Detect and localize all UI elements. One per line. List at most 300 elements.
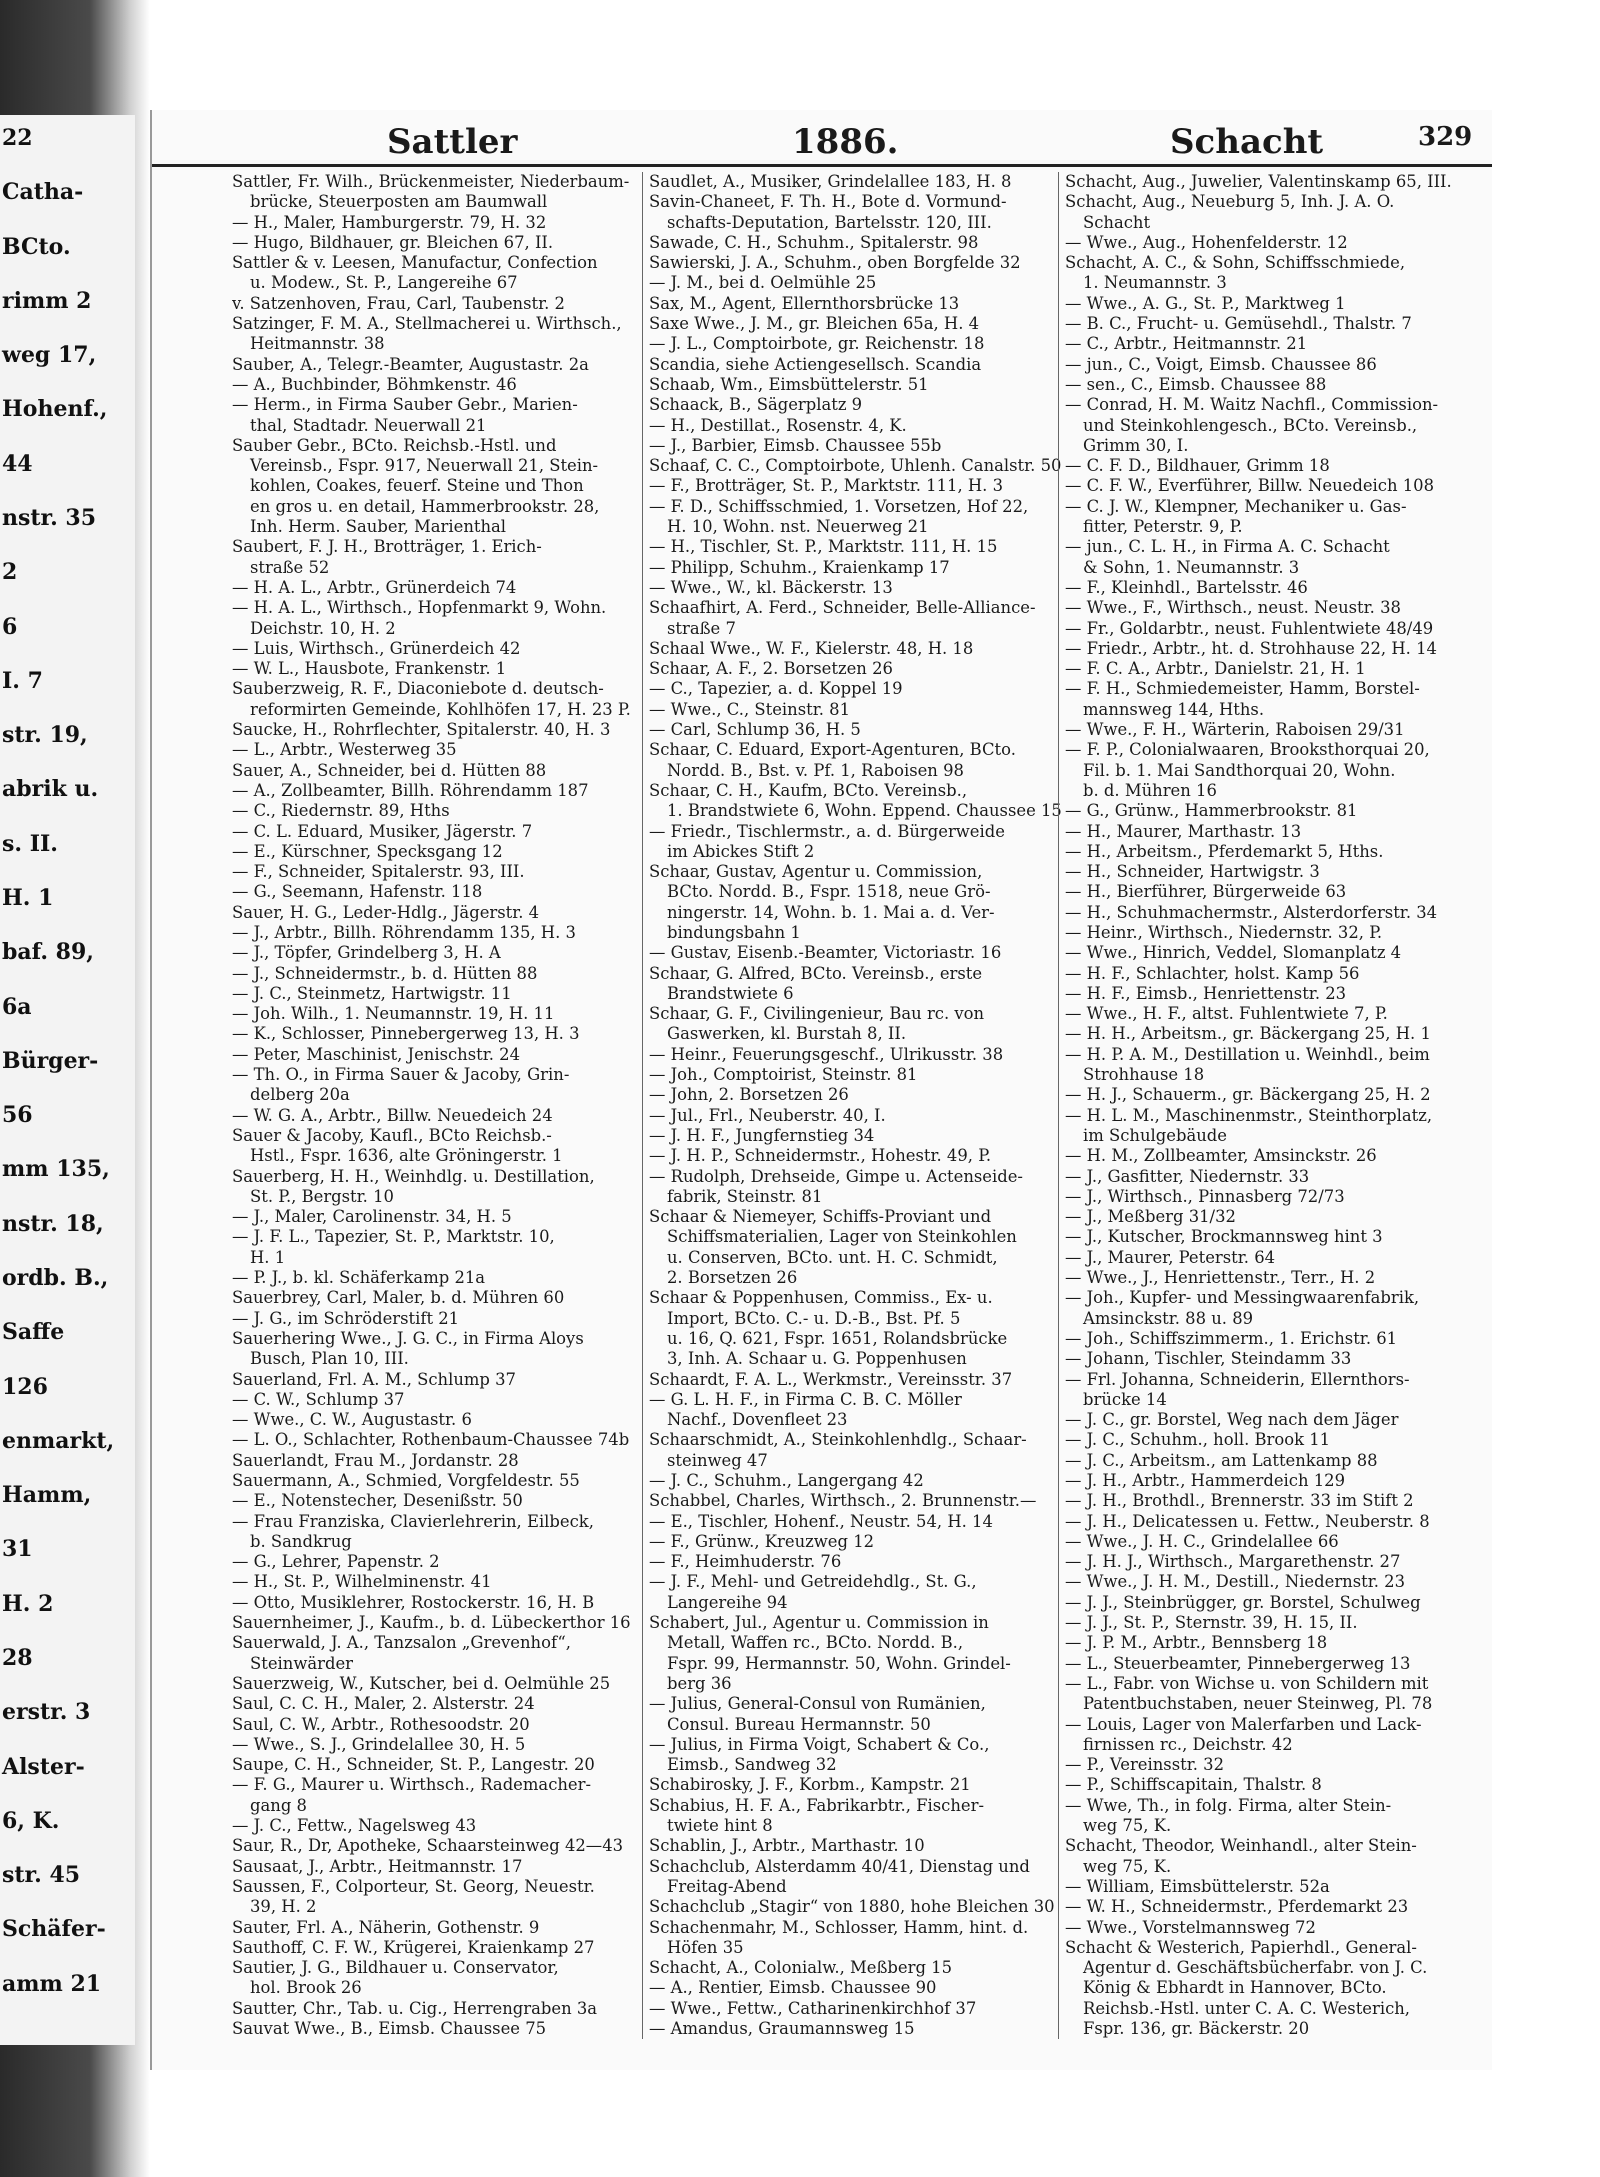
directory-line: — Otto, Musiklehrer, Rostockerstr. 16, H. B <box>232 1592 595 1612</box>
directory-line: schafts-Deputation, Bartelsstr. 120, III. <box>667 212 992 232</box>
directory-line: — H. F., Schlachter, holst. Kamp 56 <box>1065 963 1360 983</box>
directory-line: steinweg 47 <box>667 1450 768 1470</box>
directory-line: — C., Tapezier, a. d. Koppel 19 <box>649 679 903 699</box>
page-number: 329 <box>1418 122 1473 152</box>
column-2 <box>642 172 1075 2039</box>
directory-line: — W. G. A., Arbtr., Billw. Neuedeich 24 <box>232 1105 553 1125</box>
directory-line: — Fr., Goldarbtr., neust. Fuhlentwiete 48/49 <box>1065 618 1434 638</box>
directory-line: — H., Bierführer, Bürgerweide 63 <box>1065 882 1347 902</box>
directory-line: Schacht & Westerich, Papierhdl., General- <box>1065 1937 1417 1957</box>
left-page-fragment: weg 17, <box>2 342 97 368</box>
directory-line: Schaar, C. H., Kaufm, BCto. Vereinsb., <box>649 780 968 800</box>
directory-line: — Wwe., J. H. M., Destill., Niedernstr. 23 <box>1065 1572 1406 1592</box>
directory-line: Savin-Chaneet, F. Th. H., Bote d. Vormund- <box>649 192 1007 212</box>
directory-line: Saudlet, A., Musiker, Grindelallee 183, H. 8 <box>649 172 1012 191</box>
directory-line: — Joh., Kupfer- und Messingwaarenfabrik, <box>1065 1288 1420 1308</box>
directory-line: Saubert, F. J. H., Brotträger, 1. Erich- <box>232 537 542 557</box>
directory-line: Sauerhering Wwe., J. G. C., in Firma Aloys <box>232 1328 584 1348</box>
directory-line: Saupe, C. H., Schneider, St. P., Langestr. 20 <box>232 1755 595 1775</box>
directory-line: 1. Brandstwiete 6, Wohn. Eppend. Chaussee 15 <box>667 801 1062 821</box>
left-page-fragment: ordb. B., <box>2 1265 109 1291</box>
directory-line: Reichsb.-Hstl. unter C. A. C. Westerich, <box>1083 1998 1411 2018</box>
directory-line: straße 52 <box>250 557 330 577</box>
directory-line: — Wwe., C., Steinstr. 81 <box>649 699 851 719</box>
directory-line: und Steinkohlengesch., BCto. Vereinsb., <box>1083 415 1418 435</box>
directory-line: Heitmannstr. 38 <box>250 334 385 354</box>
header-right-keyword: Schacht <box>1170 122 1324 162</box>
header-left-keyword: Sattler <box>387 122 518 162</box>
directory-line: v. Satzenhoven, Frau, Carl, Taubenstr. 2 <box>232 293 565 313</box>
directory-line: Schaardt, F. A. L., Werkmstr., Vereinsstr. 37 <box>649 1369 1013 1389</box>
directory-line: — F., Brotträger, St. P., Marktstr. 111, H. 3 <box>649 476 1004 496</box>
directory-line: Sausaat, J., Arbtr., Heitmannstr. 17 <box>232 1856 523 1876</box>
left-page-fragment: rimm 2 <box>2 288 92 314</box>
directory-line: — B. C., Frucht- u. Gemüsehdl., Thalstr. 7 <box>1065 314 1412 334</box>
directory-line: reformirten Gemeinde, Kohlhöfen 17, H. 23 P. <box>250 699 631 719</box>
directory-line: — Wwe., Vorstelmannsweg 72 <box>1065 1917 1316 1937</box>
directory-line: — C. F. W., Everführer, Billw. Neuedeich 108 <box>1065 476 1434 496</box>
directory-line: Sauter, Frl. A., Näherin, Gothenstr. 9 <box>232 1917 540 1937</box>
directory-line: — A., Rentier, Eimsb. Chaussee 90 <box>649 1978 937 1998</box>
directory-line: firnissen rc., Deichstr. 42 <box>1083 1734 1293 1754</box>
left-page-fragment: enmarkt, <box>2 1428 115 1454</box>
left-page-fragment: 6 <box>2 614 18 640</box>
directory-line: — A., Zollbeamter, Billh. Röhrendamm 187 <box>232 780 589 800</box>
directory-line: — W. L., Hausbote, Frankenstr. 1 <box>232 659 507 679</box>
directory-line: — H. H., Arbeitsm., gr. Bäckergang 25, H. 1 <box>1065 1024 1431 1044</box>
directory-line: Schabius, H. F. A., Fabrikarbtr., Fischer- <box>649 1795 984 1815</box>
directory-line: Sautier, J. G., Bildhauer u. Conservator, <box>232 1958 559 1978</box>
directory-line: — Heinr., Wirthsch., Niedernstr. 32, P. <box>1065 922 1383 942</box>
directory-line: — Gustav, Eisenb.-Beamter, Victoriastr. 16 <box>649 943 1002 963</box>
directory-line: — H. P. A. M., Destillation u. Weinhdl., beim <box>1065 1044 1430 1064</box>
directory-line: Schaar, C. Eduard, Export-Agenturen, BCto. <box>649 740 1016 760</box>
directory-line: — Heinr., Feuerungsgeschf., Ulrikusstr. 38 <box>649 1044 1004 1064</box>
directory-line: brücke 14 <box>1083 1389 1167 1409</box>
directory-line: — Th. O., in Firma Sauer & Jacoby, Grin- <box>232 1065 570 1085</box>
directory-line: — Louis, Lager von Malerfarben und Lack- <box>1065 1714 1422 1734</box>
left-page-fragment: nstr. 18, <box>2 1211 104 1237</box>
directory-line: — Frl. Johanna, Schneiderin, Ellernthors- <box>1065 1369 1410 1389</box>
directory-line: Scandia, siehe Actiengesellsch. Scandia <box>649 354 982 374</box>
directory-line: Sauvat Wwe., B., Eimsb. Chaussee 75 <box>232 2019 547 2039</box>
directory-line: — J. H. P., Schneidermstr., Hohestr. 49, P. <box>649 1146 992 1166</box>
directory-line: — jun., C. L. H., in Firma A. C. Schacht <box>1065 537 1390 557</box>
directory-line: b. d. Mühren 16 <box>1083 780 1217 800</box>
directory-line: — Wwe., Hinrich, Veddel, Slomanplatz 4 <box>1065 943 1402 963</box>
directory-line: — Wwe., C. W., Augustastr. 6 <box>232 1410 472 1430</box>
directory-line: Schacht, Aug., Neueburg 5, Inh. J. A. O. <box>1065 192 1395 212</box>
directory-line: — J. L., Comptoirbote, gr. Reichenstr. 18 <box>649 334 985 354</box>
directory-line: — J. C., Schuhm., holl. Brook 11 <box>1065 1430 1331 1450</box>
directory-line: Nachf., Dovenfleet 23 <box>667 1410 848 1430</box>
directory-line: Sauthoff, C. F. W., Krügerei, Kraienkamp 27 <box>232 1937 595 1957</box>
left-page-fragment: 6a <box>2 994 32 1020</box>
directory-line: — Friedr., Arbtr., ht. d. Strohhause 22, H. 14 <box>1065 638 1437 658</box>
left-page-fragment: Hamm, <box>2 1482 92 1508</box>
directory-line: — G., Grünw., Hammerbrookstr. 81 <box>1065 801 1358 821</box>
directory-line: — Wwe., Fettw., Catharinenkirchhof 37 <box>649 1998 977 2018</box>
left-page-fragment: 56 <box>2 1102 33 1128</box>
directory-line: — Peter, Maschinist, Jenischstr. 24 <box>232 1044 521 1064</box>
directory-line: — F., Heimhuderstr. 76 <box>649 1552 842 1572</box>
directory-line: — J. C., Arbeitsm., am Lattenkamp 88 <box>1065 1450 1378 1470</box>
directory-line: Saussen, F., Colporteur, St. Georg, Neuestr. <box>232 1876 595 1896</box>
column-1 <box>232 172 664 2039</box>
directory-line: — J. H., Arbtr., Hammerdeich 129 <box>1065 1471 1346 1490</box>
left-page-fragment: 6, K. <box>2 1808 60 1834</box>
directory-line: — P. J., b. kl. Schäferkamp 21a <box>232 1268 486 1288</box>
directory-line: Steinwärder <box>250 1653 353 1673</box>
directory-line: Schaack, B., Sägerplatz 9 <box>649 395 863 415</box>
directory-line: — J. C., Fettw., Nagelsweg 43 <box>232 1816 477 1836</box>
directory-line: — Wwe., J. H. C., Grindelallee 66 <box>1065 1531 1339 1551</box>
directory-line: — Rudolph, Drehseide, Gimpe u. Actenseide- <box>649 1166 1023 1186</box>
directory-line: fitter, Peterstr. 9, P. <box>1083 517 1243 537</box>
directory-line: Fspr. 136, gr. Bäckerstr. 20 <box>1083 2019 1310 2039</box>
directory-line: Gaswerken, kl. Burstah 8, II. <box>667 1024 907 1044</box>
directory-line: Sauber, A., Telegr.-Beamter, Augustastr. 2a <box>232 354 589 374</box>
directory-line: Sauerzweig, W., Kutscher, bei d. Oelmühle 25 <box>232 1673 611 1693</box>
directory-line: Sattler, Fr. Wilh., Brückenmeister, Niederbaum- <box>232 172 630 191</box>
directory-line: Schaaf, C. C., Comptoirbote, Uhlenh. Canalstr. 50 <box>649 456 1062 476</box>
directory-line: — J. C., Schuhm., Langergang 42 <box>649 1471 924 1490</box>
directory-line: — J. H. J., Wirthsch., Margarethenstr. 27 <box>1065 1552 1401 1572</box>
left-page-fragment: str. 19, <box>2 722 88 748</box>
left-page-fragment: BCto. <box>2 234 71 260</box>
directory-line: Schaafhirt, A. Ferd., Schneider, Belle-Alliance- <box>649 598 1036 618</box>
directory-line: — jun., C., Voigt, Eimsb. Chaussee 86 <box>1065 354 1377 374</box>
directory-line: — H., Schuhmachermstr., Alsterdorferstr. 34 <box>1065 902 1438 922</box>
directory-line: Saul, C. C. H., Maler, 2. Alsterstr. 24 <box>232 1694 535 1714</box>
directory-line: — J. H., Brothdl., Brennerstr. 33 im Stift 2 <box>1065 1491 1414 1511</box>
directory-line: Sauermann, A., Schmied, Vorgfeldestr. 55 <box>232 1471 580 1490</box>
left-page-fragment: amm 21 <box>2 1971 102 1997</box>
directory-line: Schaar, G. F., Civilingenieur, Bau rc. von <box>649 1004 985 1024</box>
left-page-fragment: 28 <box>2 1645 33 1671</box>
left-page-fragment: nstr. 35 <box>2 505 97 531</box>
directory-line: Sauerland, Frl. A. M., Schlump 37 <box>232 1369 516 1389</box>
left-page-fragment: H. 1 <box>2 885 54 911</box>
directory-line: Sawierski, J. A., Schuhm., oben Borgfelde 32 <box>649 253 1021 273</box>
directory-line: Schacht, A., Colonialw., Meßberg 15 <box>649 1958 953 1978</box>
directory-line: — Herm., in Firma Sauber Gebr., Marien- <box>232 395 578 415</box>
directory-line: berg 36 <box>667 1673 732 1693</box>
directory-line: Sawade, C. H., Schuhm., Spitalerstr. 98 <box>649 232 979 252</box>
directory-line: Schaar, Gustav, Agentur u. Commission, <box>649 862 983 882</box>
directory-line: H. 1 <box>250 1247 286 1267</box>
directory-line: — J. P. M., Arbtr., Bennsberg 18 <box>1065 1633 1328 1653</box>
directory-line: — Johann, Tischler, Steindamm 33 <box>1065 1349 1352 1369</box>
directory-line: u. Conserven, BCto. unt. H. C. Schmidt, <box>667 1247 998 1267</box>
directory-line: im Abickes Stift 2 <box>667 841 815 861</box>
directory-line: — sen., C., Eimsb. Chaussee 88 <box>1065 374 1327 394</box>
directory-line: — J. J., St. P., Sternstr. 39, H. 15, II. <box>1065 1613 1358 1633</box>
directory-line: — Julius, General-Consul von Rumänien, <box>649 1694 986 1714</box>
directory-line: — Joh. Wilh., 1. Neumannstr. 19, H. 11 <box>232 1004 555 1024</box>
directory-line: delberg 20a <box>250 1085 350 1105</box>
directory-line: — C. W., Schlump 37 <box>232 1389 405 1409</box>
directory-line: en gros u. en detail, Hammerbrookstr. 28, <box>250 496 600 516</box>
directory-line: Fspr. 99, Hermannstr. 50, Wohn. Grindel- <box>667 1653 1011 1673</box>
directory-line: — F. C. A., Arbtr., Danielstr. 21, H. 1 <box>1065 659 1366 679</box>
directory-line: — C., Arbtr., Heitmannstr. 21 <box>1065 334 1308 354</box>
directory-line: — P., Schiffscapitain, Thalstr. 8 <box>1065 1775 1322 1795</box>
directory-line: — Wwe., W., kl. Bäckerstr. 13 <box>649 577 893 597</box>
directory-line: Grimm 30, I. <box>1083 435 1189 455</box>
directory-line: — L. O., Schlachter, Rothenbaum-Chaussee 74b <box>232 1430 630 1450</box>
directory-line: — Wwe., F. H., Wärterin, Raboisen 29/31 <box>1065 720 1405 740</box>
directory-line: — F. G., Maurer u. Wirthsch., Rademacher- <box>232 1775 592 1795</box>
directory-page <box>150 110 1492 2070</box>
directory-line: — E., Kürschner, Specksgang 12 <box>232 841 503 861</box>
directory-line: — Wwe, Th., in folg. Firma, alter Stein- <box>1065 1795 1392 1815</box>
directory-line: Eimsb., Sandweg 32 <box>667 1755 837 1775</box>
directory-line: — Julius, in Firma Voigt, Schabert & Co., <box>649 1734 990 1754</box>
directory-line: straße 7 <box>667 618 736 638</box>
directory-line: Deichstr. 10, H. 2 <box>250 618 396 638</box>
directory-line: Schiffsmaterialien, Lager von Steinkohlen <box>667 1227 1017 1247</box>
directory-line: — J., Töpfer, Grindelberg 3, H. A <box>232 943 501 963</box>
directory-line: thal, Stadtadr. Neuerwall 21 <box>250 415 487 435</box>
directory-line: Saucke, H., Rohrflechter, Spitalerstr. 40, H. 3 <box>232 720 611 740</box>
left-page-fragment: 44 <box>2 451 33 477</box>
directory-line: BCto. Nordd. B., Fspr. 1518, neue Grö- <box>667 882 991 902</box>
directory-line: Hstl., Fspr. 1636, alte Gröningerstr. 1 <box>250 1146 563 1166</box>
left-page-fragment: s. II. <box>2 831 58 857</box>
directory-line: u. Modew., St. P., Langereihe 67 <box>250 273 518 293</box>
directory-line: — J., Meßberg 31/32 <box>1065 1207 1236 1227</box>
directory-line: Nordd. B., Bst. v. Pf. 1, Raboisen 98 <box>667 760 964 780</box>
left-page-fragment: erstr. 3 <box>2 1699 91 1725</box>
directory-line: — J., Gasfitter, Niedernstr. 33 <box>1065 1166 1310 1186</box>
directory-line: — Wwe., Aug., Hohenfelderstr. 12 <box>1065 232 1348 252</box>
left-page-fragment: 22 <box>2 125 33 151</box>
directory-line: Schachenmahr, M., Schlosser, Hamm, hint. d. <box>649 1917 1029 1937</box>
directory-line: & Sohn, 1. Neumannstr. 3 <box>1083 557 1300 577</box>
directory-line: — J. C., Steinmetz, Hartwigstr. 11 <box>232 983 512 1003</box>
directory-line: Brandstwiete 6 <box>667 983 794 1003</box>
directory-line: Sauer & Jacoby, Kaufl., BCto Reichsb.- <box>232 1125 552 1145</box>
directory-line: — E., Tischler, Hohenf., Neustr. 54, H. 14 <box>649 1511 993 1531</box>
directory-line: 3, Inh. A. Schaar u. G. Poppenhusen <box>667 1349 967 1369</box>
directory-line: — Wwe., J., Henriettenstr., Terr., H. 2 <box>1065 1268 1376 1288</box>
directory-line: — J. F. L., Tapezier, St. P., Marktstr. 10, <box>232 1227 555 1247</box>
directory-line: Sauerlandt, Frau M., Jordanstr. 28 <box>232 1450 519 1470</box>
directory-line: — Wwe., H. F., altst. Fuhlentwiete 7, P. <box>1065 1004 1388 1024</box>
left-page-fragment: Alster- <box>2 1754 85 1780</box>
directory-line: — J., Wirthsch., Pinnasberg 72/73 <box>1065 1186 1345 1206</box>
directory-line: St. P., Bergstr. 10 <box>250 1186 394 1206</box>
directory-line: Patentbuchstaben, neuer Steinweg, Pl. 78 <box>1083 1694 1433 1714</box>
directory-line: Agentur d. Geschäftsbücherfabr. von J. C. <box>1083 1958 1428 1978</box>
directory-line: — Wwe., A. G., St. P., Marktweg 1 <box>1065 293 1346 313</box>
directory-line: Schachclub „Stagir“ von 1880, hohe Bleichen 30 <box>649 1897 1055 1917</box>
directory-line: Saul, C. W., Arbtr., Rothesoodstr. 20 <box>232 1714 530 1734</box>
left-page-fragment: 31 <box>2 1536 33 1562</box>
directory-line: — H., Maurer, Marthastr. 13 <box>1065 821 1302 841</box>
directory-line: — H. J., Schauerm., gr. Bäckergang 25, H. 2 <box>1065 1085 1431 1105</box>
directory-line: — Hugo, Bildhauer, gr. Bleichen 67, II. <box>232 232 554 252</box>
directory-line: Import, BCto. C.- u. D.-B., Bst. Pf. 5 <box>667 1308 961 1328</box>
directory-line: Schacht, A. C., & Sohn, Schiffsschmiede, <box>1065 253 1406 273</box>
left-page-fragment: abrik u. <box>2 776 99 802</box>
directory-line: — J., Maurer, Peterstr. 64 <box>1065 1247 1276 1267</box>
directory-line: Höfen 35 <box>667 1937 744 1957</box>
directory-line: — H. A. L., Arbtr., Grünerdeich 74 <box>232 577 517 597</box>
directory-line: — K., Schlosser, Pinnebergerweg 13, H. 3 <box>232 1024 580 1044</box>
directory-line: — W. H., Schneidermstr., Pferdemarkt 23 <box>1065 1897 1409 1917</box>
directory-line: — F., Kleinhdl., Bartelsstr. 46 <box>1065 577 1308 597</box>
directory-line: — F. D., Schiffsschmied, 1. Vorsetzen, Hof 22, <box>649 496 1029 516</box>
left-page-fragment: H. 2 <box>2 1591 54 1617</box>
directory-line: — H., Arbeitsm., Pferdemarkt 5, Hths. <box>1065 841 1384 861</box>
directory-line: — J., Barbier, Eimsb. Chaussee 55b <box>649 435 942 455</box>
left-page-fragment: I. 7 <box>2 668 43 694</box>
directory-line: Inh. Herm. Sauber, Marienthal <box>250 517 507 537</box>
header-year: 1886. <box>792 122 899 162</box>
directory-line: — Luis, Wirthsch., Grünerdeich 42 <box>232 638 521 658</box>
left-page-fragment: Hohenf., <box>2 396 108 422</box>
directory-line: — L., Fabr. von Wichse u. von Schildern mit <box>1065 1673 1429 1693</box>
left-page-fragment: Bürger- <box>2 1048 99 1074</box>
directory-line: Schacht, Aug., Juwelier, Valentinskamp 65, III. <box>1065 172 1452 191</box>
directory-line: Fil. b. 1. Mai Sandthorquai 20, Wohn. <box>1083 760 1396 780</box>
directory-line: Saur, R., Dr, Apotheke, Schaarsteinweg 42—43 <box>232 1836 624 1856</box>
directory-line: Sauerwald, J. A., Tanzsalon „Grevenhof“, <box>232 1633 571 1653</box>
directory-line: Sauberzweig, R. F., Diaconiebote d. deutsch- <box>232 679 604 699</box>
left-page-margin <box>0 115 135 2045</box>
directory-line: — G., Lehrer, Papenstr. 2 <box>232 1552 440 1572</box>
directory-line: im Schulgebäude <box>1083 1125 1227 1145</box>
directory-line: weg 75, K. <box>1083 1856 1172 1876</box>
left-page-fragment: mm 135, <box>2 1156 110 1182</box>
directory-line: — Frau Franziska, Clavierlehrerin, Eilbeck, <box>232 1511 594 1531</box>
directory-line: Vereinsb., Fspr. 917, Neuerwall 21, Stein- <box>250 456 599 476</box>
directory-line: — J., Maler, Carolinenstr. 34, H. 5 <box>232 1207 512 1227</box>
directory-line: Saxe Wwe., J. M., gr. Bleichen 65a, H. 4 <box>649 314 980 334</box>
directory-line: — H., Destillat., Rosenstr. 4, K. <box>649 415 907 435</box>
directory-line: — H. M., Zollbeamter, Amsinckstr. 26 <box>1065 1146 1377 1166</box>
page-header <box>152 118 1492 166</box>
directory-line: Sautter, Chr., Tab. u. Cig., Herrengraben 3a <box>232 1998 598 2018</box>
directory-line: — G. L. H. F., in Firma C. B. C. Möller <box>649 1389 962 1409</box>
directory-line: — H. L. M., Maschinenmstr., Steinthorplatz, <box>1065 1105 1433 1125</box>
directory-line: — C. L. Eduard, Musiker, Jägerstr. 7 <box>232 821 533 841</box>
directory-line: Amsinckstr. 88 u. 89 <box>1083 1308 1254 1328</box>
directory-line: bindungsbahn 1 <box>667 922 801 942</box>
directory-line: Sauernheimer, J., Kaufm., b. d. Lübeckerthor 16 <box>232 1613 631 1633</box>
directory-line: — L., Arbtr., Westerweg 35 <box>232 740 457 760</box>
directory-line: — J. C., gr. Borstel, Weg nach dem Jäger <box>1065 1410 1399 1430</box>
directory-line: Schaab, Wm., Eimsbüttelerstr. 51 <box>649 374 929 394</box>
directory-line: — H. F., Eimsb., Henriettenstr. 23 <box>1065 983 1347 1003</box>
directory-line: König & Ebhardt in Hannover, BCto. <box>1083 1978 1387 1998</box>
directory-line: Freitag-Abend <box>667 1876 787 1896</box>
directory-line: hol. Brook 26 <box>250 1978 362 1998</box>
directory-line: — P., Vereinsstr. 32 <box>1065 1755 1225 1775</box>
directory-line: Sauer, A., Schneider, bei d. Hütten 88 <box>232 760 547 780</box>
directory-line: mannsweg 144, Hths. <box>1083 699 1265 719</box>
directory-line: — H., Schneider, Hartwigstr. 3 <box>1065 862 1320 882</box>
directory-line: — Friedr., Tischlermstr., a. d. Bürgerweide <box>649 821 1005 841</box>
directory-line: — H., St. P., Wilhelminenstr. 41 <box>232 1572 492 1592</box>
directory-line: — H., Maler, Hamburgerstr. 79, H. 32 <box>232 212 547 232</box>
directory-line: Sauber Gebr., BCto. Reichsb.-Hstl. und <box>232 435 557 455</box>
directory-line: Sax, M., Agent, Ellernthorsbrücke 13 <box>649 293 960 313</box>
directory-line: Schaar & Poppenhusen, Commiss., Ex- u. <box>649 1288 993 1308</box>
left-page-fragment: Schäfer- <box>2 1916 106 1942</box>
header-rule <box>152 164 1492 167</box>
directory-line: — J. F., Mehl- und Getreidehdlg., St. G., <box>649 1572 977 1592</box>
directory-line: — Amandus, Graumannsweg 15 <box>649 2019 915 2039</box>
directory-line: Schacht <box>1083 212 1151 232</box>
left-page-fragment: 2 <box>2 559 18 585</box>
directory-line: — F., Grünw., Kreuzweg 12 <box>649 1531 875 1551</box>
left-page-fragment: Catha- <box>2 179 84 205</box>
directory-line: ningerstr. 14, Wohn. b. 1. Mai a. d. Ver- <box>667 902 995 922</box>
directory-line: Schaar & Niemeyer, Schiffs-Proviant und <box>649 1207 992 1227</box>
column-3 <box>1058 172 1495 2039</box>
directory-line: Schaarschmidt, A., Steinkohlenhdlg., Schaar- <box>649 1430 1027 1450</box>
directory-line: fabrik, Steinstr. 81 <box>667 1186 823 1206</box>
directory-line: — F. P., Colonialwaaren, Brooksthorquai 20, <box>1065 740 1430 760</box>
directory-line: — E., Notenstecher, Desenißstr. 50 <box>232 1491 523 1511</box>
directory-line: — H. A. L., Wirthsch., Hopfenmarkt 9, Wohn. <box>232 598 607 618</box>
directory-line: gang 8 <box>250 1795 307 1815</box>
directory-line: 39, H. 2 <box>250 1897 317 1917</box>
directory-line: — L., Steuerbeamter, Pinnebergerweg 13 <box>1065 1653 1411 1673</box>
directory-line: u. 16, Q. 621, Fspr. 1651, Rolandsbrücke <box>667 1328 1008 1348</box>
directory-line: Sattler & v. Leesen, Manufactur, Confection <box>232 253 598 273</box>
directory-line: — C. J. W., Klempner, Mechaniker u. Gas- <box>1065 496 1407 516</box>
directory-line: Schaar, A. F., 2. Borsetzen 26 <box>649 659 893 679</box>
directory-line: — Joh., Comptoirist, Steinstr. 81 <box>649 1065 918 1085</box>
directory-line: H. 10, Wohn. nst. Neuerweg 21 <box>667 517 929 537</box>
directory-line: Satzinger, F. M. A., Stellmacherei u. Wirthsch., <box>232 314 622 334</box>
directory-line: Schaar, G. Alfred, BCto. Vereinsb., erste <box>649 963 983 983</box>
left-page-fragment: Saffe <box>2 1319 65 1345</box>
left-page-fragment: str. 45 <box>2 1862 81 1888</box>
directory-line: — Conrad, H. M. Waitz Nachfl., Commission- <box>1065 395 1439 415</box>
directory-line: Metall, Waffen rc., BCto. Nordd. B., <box>667 1633 964 1653</box>
directory-line: Sauerberg, H. H., Weinhdlg. u. Destillation, <box>232 1166 595 1186</box>
directory-line: — J. M., bei d. Oelmühle 25 <box>649 273 877 293</box>
directory-line: 1. Neumannstr. 3 <box>1083 273 1227 293</box>
directory-line: — H., Tischler, St. P., Marktstr. 111, H. 15 <box>649 537 998 557</box>
directory-line: twiete hint 8 <box>667 1816 773 1836</box>
directory-line: Schabirosky, J. F., Korbm., Kampstr. 21 <box>649 1775 971 1795</box>
directory-line: Schablin, J., Arbtr., Marthastr. 10 <box>649 1836 925 1856</box>
directory-line: — J., Kutscher, Brockmannsweg hint 3 <box>1065 1227 1383 1247</box>
directory-line: — G., Seemann, Hafenstr. 118 <box>232 882 483 902</box>
directory-line: Sauerbrey, Carl, Maler, b. d. Mühren 60 <box>232 1288 565 1308</box>
directory-line: — J. H. F., Jungfernstieg 34 <box>649 1125 875 1145</box>
directory-line: — J. J., Steinbrügger, gr. Borstel, Schulweg <box>1065 1592 1421 1612</box>
directory-line: brücke, Steuerposten am Baumwall <box>250 192 548 212</box>
directory-line: Schachclub, Alsterdamm 40/41, Dienstag und <box>649 1856 1030 1876</box>
directory-line: — C., Riedernstr. 89, Hths <box>232 801 450 821</box>
directory-line: b. Sandkrug <box>250 1531 352 1551</box>
left-page-fragment: baf. 89, <box>2 939 94 965</box>
directory-line: Schabert, Jul., Agentur u. Commission in <box>649 1613 989 1633</box>
directory-line: — J. G., im Schröderstift 21 <box>232 1308 460 1328</box>
directory-line: Busch, Plan 10, III. <box>250 1349 409 1369</box>
directory-line: Strohhause 18 <box>1083 1065 1205 1085</box>
directory-line: — Wwe., S. J., Grindelallee 30, H. 5 <box>232 1734 526 1754</box>
directory-line: — John, 2. Borsetzen 26 <box>649 1085 849 1105</box>
directory-line: Schacht, Theodor, Weinhandl., alter Stein- <box>1065 1836 1417 1856</box>
